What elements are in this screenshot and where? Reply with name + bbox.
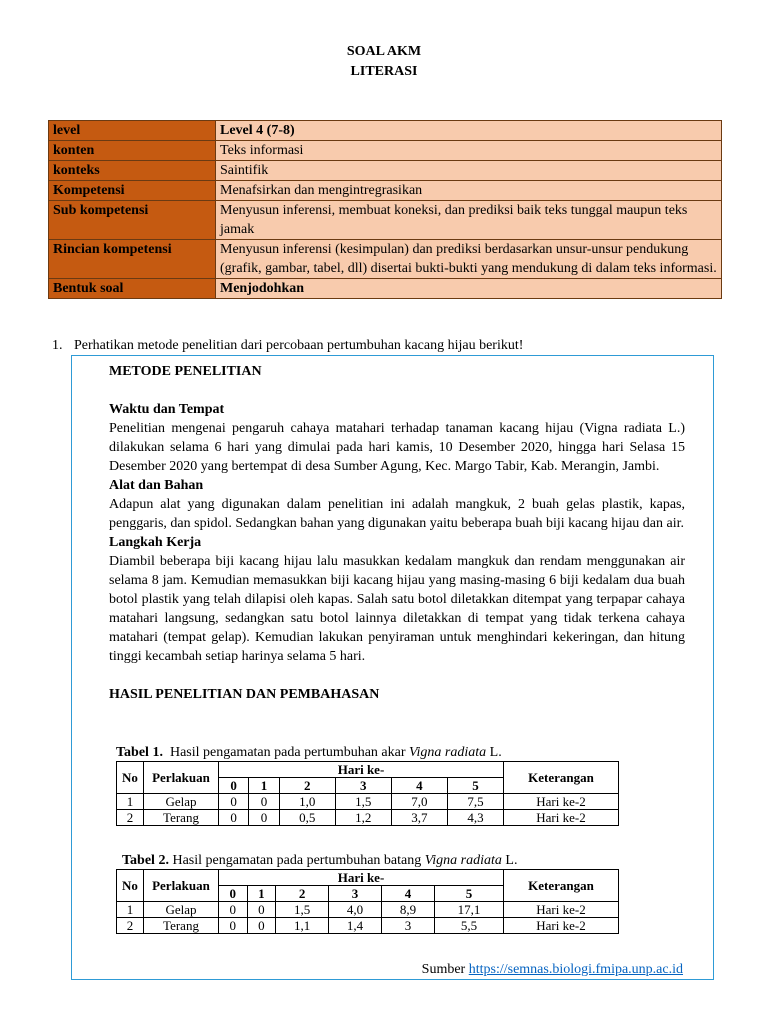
table-row	[117, 902, 619, 918]
caption-text: Hasil pengamatan pada pertumbuhan batang	[172, 853, 422, 868]
cell-value: 0	[247, 918, 276, 934]
question-1	[52, 336, 523, 355]
cell-value: 7,5	[447, 794, 503, 810]
cell-value: 1,5	[335, 794, 391, 810]
header-perlakuan: Perlakuan	[144, 762, 219, 794]
cell-value: 1,2	[335, 810, 391, 826]
table1-caption	[116, 744, 502, 761]
table2-caption	[122, 852, 517, 869]
caption-label: Tabel 1.	[116, 745, 163, 760]
section-title: Langkah Kerja	[109, 535, 202, 550]
source-line	[422, 960, 683, 979]
results-heading: HASIL PENELITIAN DAN PEMBAHASAN	[109, 687, 380, 702]
info-table	[48, 120, 722, 299]
cell-perlakuan: Terang	[144, 810, 219, 826]
header-day: 0	[219, 886, 248, 902]
cell-no: 1	[117, 902, 144, 918]
caption-label: Tabel 2.	[122, 853, 169, 868]
cell-value: 0	[249, 794, 279, 810]
question-number: 1.	[52, 338, 63, 353]
page-title: SOAL AKM	[346, 44, 422, 59]
page-subtitle: LITERASI	[350, 64, 418, 79]
header-day: 5	[447, 778, 503, 794]
cell-value: 4,3	[447, 810, 503, 826]
info-value: Menafsirkan dan mengintregrasikan	[216, 181, 722, 201]
header-day: 5	[434, 886, 503, 902]
table-header-row	[117, 762, 619, 778]
section-body: Penelitian mengenai pengaruh cahaya matahari terhadap tanaman kacang hijau (Vigna radiata L.) dilakukan selama 6 hari yang dimulai pada hari kamis, 10 Desember 2020, hingga hari Selasa 15 Desember 2020 yang bertempat di desa Sumber Agung, Kec. Margo Tabir, Kab. Merangin, Jambi.	[109, 421, 685, 474]
table-row	[117, 794, 619, 810]
header-day: 1	[247, 886, 276, 902]
cell-no: 2	[117, 810, 144, 826]
header-day: 2	[276, 886, 329, 902]
table-row	[49, 161, 722, 181]
info-value: Level 4 (7-8)	[216, 121, 722, 141]
table-row	[117, 810, 619, 826]
caption-species: Vigna radiata	[424, 853, 502, 868]
cell-value: 5,5	[434, 918, 503, 934]
cell-value: 4,0	[329, 902, 382, 918]
info-key: konten	[49, 141, 216, 161]
caption-suffix: L.	[505, 853, 518, 868]
caption-text: Hasil pengamatan pada pertumbuhan akar	[169, 745, 406, 760]
header-day: 3	[329, 886, 382, 902]
info-value: Teks informasi	[216, 141, 722, 161]
table-row	[49, 240, 722, 279]
info-value: Menyusun inferensi, membuat koneksi, dan prediksi baik teks tunggal maupun teks jamak	[216, 201, 722, 240]
table-header-row	[117, 870, 619, 886]
cell-keterangan: Hari ke-2	[504, 918, 619, 934]
cell-value: 3	[382, 918, 435, 934]
cell-value: 0	[219, 902, 248, 918]
cell-value: 1,4	[329, 918, 382, 934]
cell-value: 1,1	[276, 918, 329, 934]
cell-no: 1	[117, 794, 144, 810]
table-row	[49, 121, 722, 141]
cell-value: 0	[249, 810, 279, 826]
header-day: 4	[391, 778, 447, 794]
info-key: Sub kompetensi	[49, 201, 216, 240]
table2	[116, 869, 619, 934]
section-title: Waktu dan Tempat	[109, 402, 225, 417]
article-box	[71, 355, 714, 980]
header-day: 4	[382, 886, 435, 902]
info-key: Bentuk soal	[49, 279, 216, 299]
header-keterangan: Keterangan	[504, 762, 619, 794]
header-perlakuan: Perlakuan	[144, 870, 219, 902]
header-day: 0	[219, 778, 249, 794]
header-hari: Hari ke-	[219, 870, 504, 886]
caption-species: Vigna radiata	[409, 745, 487, 760]
cell-perlakuan: Gelap	[144, 794, 219, 810]
cell-value: 3,7	[391, 810, 447, 826]
section-body: Diambil beberapa biji kacang hijau lalu masukkan kedalam mangkuk dan rendam menggunakan air selama 8 jam. Kemudian memasukkan biji kacang hijau yang masing-masing 6 biji kedalam dua buah botol plastik yang telah dilapisi oleh kapas. Salah satu botol diletakkan ditempat yang terpapar cahaya matahari langsung, sedangkan satu botol lainnya diletakkan di tempat yang tidak terkena cahaya matahari (tempat gelap). Kemudian lakukan penyiraman untuk menghindari kekeringan, dan hitung tinggi kecambah setiap harinya selama 5 hari.	[109, 554, 685, 664]
cell-perlakuan: Terang	[144, 918, 219, 934]
info-key: konteks	[49, 161, 216, 181]
table-row	[49, 201, 722, 240]
cell-keterangan: Hari ke-2	[504, 810, 619, 826]
table-row	[49, 141, 722, 161]
header-keterangan: Keterangan	[504, 870, 619, 902]
table-row	[49, 279, 722, 299]
header-no: No	[117, 762, 144, 794]
article-content	[109, 362, 685, 704]
cell-value: 0	[219, 918, 248, 934]
cell-value: 7,0	[391, 794, 447, 810]
info-key: Rincian kompetensi	[49, 240, 216, 279]
cell-value: 8,9	[382, 902, 435, 918]
header-day: 3	[335, 778, 391, 794]
table1	[116, 761, 619, 826]
question-text: Perhatikan metode penelitian dari percobaan pertumbuhan kacang hijau berikut!	[74, 338, 524, 353]
method-heading: METODE PENELITIAN	[109, 364, 262, 379]
cell-keterangan: Hari ke-2	[504, 902, 619, 918]
table-row	[117, 918, 619, 934]
info-value: Menyusun inferensi (kesimpulan) dan prediksi berdasarkan unsur-unsur pendukung (grafik, gambar, tabel, dll) disertai bukti-bukti yang mendukung di dalam teks informasi.	[216, 240, 722, 279]
source-link[interactable]: https://semnas.biologi.fmipa.unp.ac.id	[468, 962, 683, 977]
header-hari: Hari ke-	[219, 762, 504, 778]
header-day: 1	[249, 778, 279, 794]
info-key: level	[49, 121, 216, 141]
header-day: 2	[279, 778, 335, 794]
cell-no: 2	[117, 918, 144, 934]
section-title: Alat dan Bahan	[109, 478, 204, 493]
table-row	[49, 181, 722, 201]
cell-value: 17,1	[434, 902, 503, 918]
header-no: No	[117, 870, 144, 902]
cell-value: 1,0	[279, 794, 335, 810]
info-value: Saintifik	[216, 161, 722, 181]
cell-perlakuan: Gelap	[144, 902, 219, 918]
cell-keterangan: Hari ke-2	[504, 794, 619, 810]
cell-value: 0	[219, 794, 249, 810]
source-label: Sumber	[421, 962, 466, 977]
cell-value: 1,5	[276, 902, 329, 918]
cell-value: 0,5	[279, 810, 335, 826]
cell-value: 0	[247, 902, 276, 918]
cell-value: 0	[219, 810, 249, 826]
section-body: Adapun alat yang digunakan dalam penelitian ini adalah mangkuk, 2 buah gelas plastik, kapas, penggaris, dan spidol. Sedangkan bahan yang digunakan yaitu beberapa buah biji kacang hijau dan air.	[109, 497, 685, 531]
caption-suffix: L.	[489, 745, 502, 760]
info-key: Kompetensi	[49, 181, 216, 201]
info-value: Menjodohkan	[216, 279, 722, 299]
